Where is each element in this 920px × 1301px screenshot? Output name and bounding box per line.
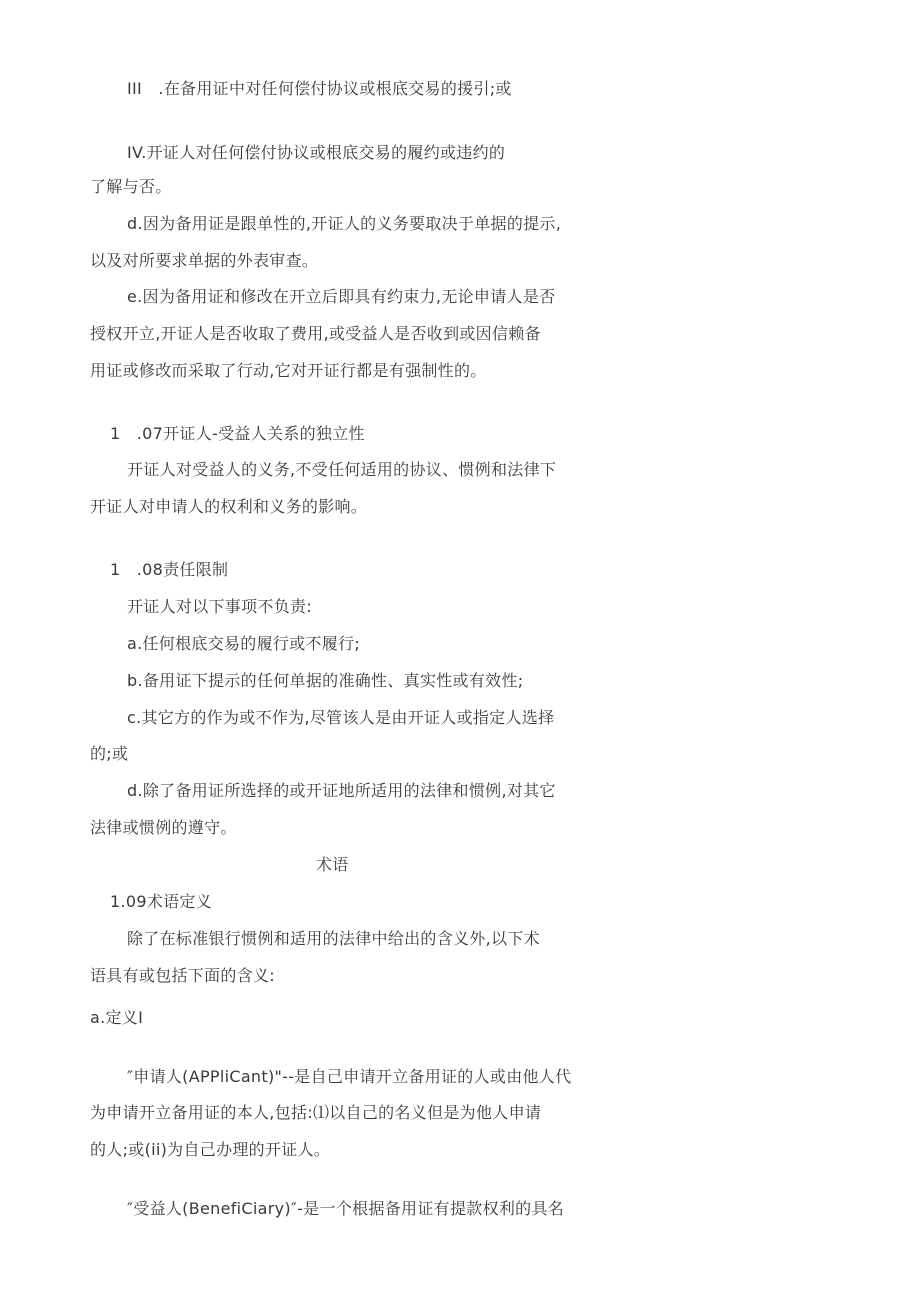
text-line-beneficiary-def: ″受益人(BenefiCiary)″-是一个根据备用证有提款权利的具名	[127, 1199, 565, 1218]
chapter-title-terminology: 术语	[316, 855, 349, 874]
text-line-e-binding: e.因为备用证和修改在开立后即具有约束力,无论申请人是否	[127, 287, 556, 306]
text-line-1-08-d-cont: 法律或惯例的遵守。	[90, 818, 237, 837]
text-line-applicant-def-cont1: 为申请开立备用证的本人,包括:⑴以自己的名义但是为他人申请	[90, 1103, 542, 1122]
text-line-e-binding-cont2: 用证或修改而采取了行动,它对开证行都是有强制性的。	[90, 361, 487, 380]
text-line-iii-reference: III .在备用证中对任何偿付协议或根底交易的援引;或	[127, 79, 512, 98]
text-line-1-08-b: b.备用证下提示的任何单据的准确性、真实性或有效性;	[127, 671, 524, 690]
text-line-1-08-c: c.其它方的作为或不作为,尽管该人是由开证人或指定人选择	[127, 708, 555, 727]
text-line-1-08-c-cont: 的;或	[90, 744, 129, 763]
section-heading-1-08: 1 .08责任限制	[110, 560, 229, 579]
text-line-1-08-a: a.任何根底交易的履行或不履行;	[127, 634, 361, 653]
section-heading-1-09: 1.09术语定义	[110, 892, 213, 911]
text-line-iv-knowledge: IV.开证人对任何偿付协议或根底交易的履约或违约的	[127, 143, 506, 162]
subsection-heading-definitions: a.定义I	[90, 1008, 144, 1027]
text-line-1-09-body: 除了在标准银行惯例和适用的法律中给出的含义外,以下术	[127, 929, 540, 948]
section-heading-1-07: 1 .07开证人-受益人关系的独立性	[110, 424, 365, 443]
text-line-1-08-intro: 开证人对以下事项不负责:	[127, 597, 312, 616]
text-line-applicant-def: ″申请人(APPliCant)"--是自己申请开立备用证的人或由他人代	[127, 1067, 572, 1086]
text-line-d-documentary: d.因为备用证是跟单性的,开证人的义务要取决于单据的提示,	[127, 214, 562, 233]
text-line-1-07-body-cont: 开证人对申请人的权利和义务的影响。	[90, 497, 368, 516]
text-line-applicant-def-cont2: 的人;或(ii)为自己办理的开证人。	[90, 1140, 331, 1159]
text-line-d-documentary-cont: 以及对所要求单据的外表审查。	[90, 251, 319, 270]
text-line-1-09-body-cont: 语具有或包括下面的含义:	[90, 966, 275, 985]
text-line-1-07-body: 开证人对受益人的义务,不受任何适用的协议、惯例和法律下	[127, 460, 557, 479]
text-line-e-binding-cont1: 授权开立,开证人是否收取了费用,或受益人是否收到或因信赖备	[90, 324, 541, 343]
text-line-iv-knowledge-cont: 了解与否。	[90, 177, 172, 196]
text-line-1-08-d: d.除了备用证所选择的或开证地所适用的法律和惯例,对其它	[127, 781, 556, 800]
